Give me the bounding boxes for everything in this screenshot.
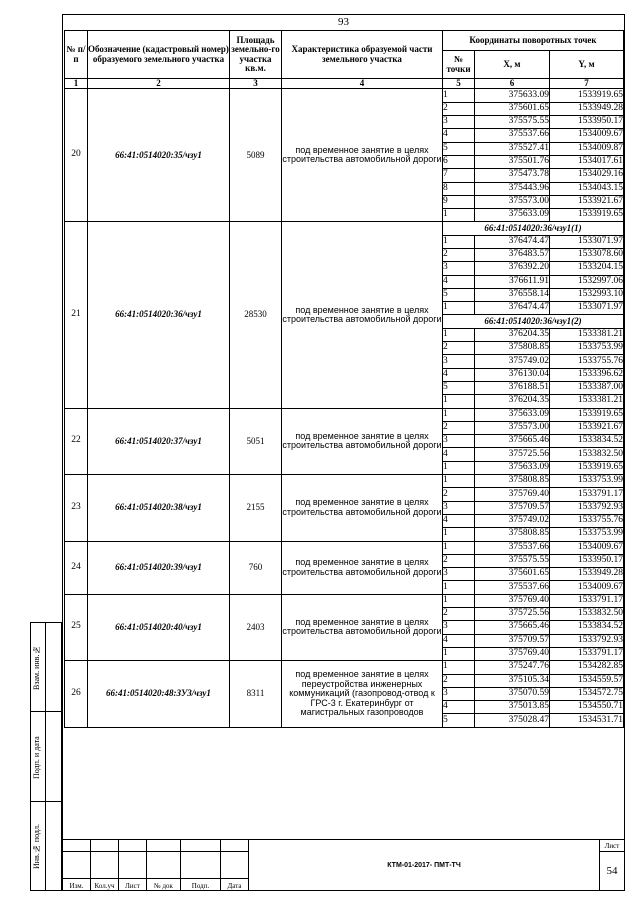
point-number: 2 — [443, 421, 475, 434]
point-number: 1 — [443, 461, 475, 474]
point-number: 4 — [443, 368, 475, 381]
coord-x: 376483.57 — [475, 249, 550, 262]
coord-y: 1533753.99 — [550, 342, 624, 355]
title-block-column: Лист — [119, 878, 147, 890]
coord-y: 1533753.99 — [550, 528, 624, 541]
point-number: 2 — [443, 102, 475, 115]
parcel-description: под временное занятие в целях переустройства инженерных коммуникаций (газопровод-отвод к ГРС-3 г. Екатеринбург от магистральных газопроводов — [282, 661, 443, 727]
coord-x: 375028.47 — [475, 714, 550, 727]
coord-x: 376130.04 — [475, 368, 550, 381]
coord-x: 375725.56 — [475, 448, 550, 461]
coord-x: 376392.20 — [475, 262, 550, 275]
parcel-area: 5089 — [230, 89, 282, 222]
table-row — [65, 594, 624, 607]
point-number: 4 — [443, 634, 475, 647]
header-point: № точки — [443, 51, 475, 79]
coord-x: 375665.46 — [475, 435, 550, 448]
table-row — [65, 222, 624, 235]
coord-y: 1533078.60 — [550, 249, 624, 262]
point-number: 4 — [443, 701, 475, 714]
coord-x: 375601.65 — [475, 102, 550, 115]
title-block-column: Дата — [221, 878, 249, 890]
title-block-column: Подп. — [181, 878, 221, 890]
title-block-column: Кол.уч — [91, 878, 119, 890]
point-number: 3 — [443, 621, 475, 634]
coord-y: 1534029.16 — [550, 169, 624, 182]
coord-y: 1534043.15 — [550, 182, 624, 195]
coord-y: 1533755.76 — [550, 514, 624, 527]
point-number: 4 — [443, 275, 475, 288]
coord-y: 1534550.71 — [550, 701, 624, 714]
coord-x: 375443.96 — [475, 182, 550, 195]
coord-x: 375573.00 — [475, 421, 550, 434]
coord-x: 375575.55 — [475, 116, 550, 129]
parcel-description: под временное занятие в целях строительства автомобильной дороги — [282, 89, 443, 222]
coord-x: 375709.57 — [475, 501, 550, 514]
parcel-description: под временное занятие в целях строительства автомобильной дороги — [282, 222, 443, 408]
coord-y: 1532997.06 — [550, 275, 624, 288]
coord-y: 1533791.17 — [550, 594, 624, 607]
sheet-number: 54 — [600, 852, 625, 891]
point-number: 2 — [443, 608, 475, 621]
side-stamp-label: Подп. и дата — [32, 736, 41, 779]
coord-y: 1532993.10 — [550, 288, 624, 301]
coord-x: 375808.85 — [475, 342, 550, 355]
title-block-column: Изм. — [63, 878, 91, 890]
coord-x: 375633.09 — [475, 408, 550, 421]
point-number: 4 — [443, 129, 475, 142]
coord-y: 1533396.62 — [550, 368, 624, 381]
parcel-number: 24 — [65, 541, 88, 594]
point-number: 1 — [443, 581, 475, 594]
point-number: 4 — [443, 514, 475, 527]
coord-x: 375633.09 — [475, 461, 550, 474]
coord-x: 375473.78 — [475, 169, 550, 182]
coord-x: 376558.14 — [475, 288, 550, 301]
parcel-cadastral-number: 66:41:0514020:36/чзу1 — [88, 222, 230, 408]
sub-parcel-label: 66:41:0514020:36/чзу1(2) — [443, 315, 624, 328]
point-number: 3 — [443, 501, 475, 514]
parcel-area: 8311 — [230, 661, 282, 727]
point-number: 1 — [443, 235, 475, 248]
coord-y: 1533919.65 — [550, 408, 624, 421]
coord-x: 375013.85 — [475, 701, 550, 714]
column-index-row — [65, 79, 624, 89]
coord-y: 1534017.61 — [550, 155, 624, 168]
coord-x: 375537.66 — [475, 541, 550, 554]
column-index: 2 — [88, 79, 230, 89]
coord-y: 1534531.71 — [550, 714, 624, 727]
coord-x: 375601.65 — [475, 568, 550, 581]
parcel-description: под временное занятие в целях строительства автомобильной дороги — [282, 541, 443, 594]
coord-y: 1533753.99 — [550, 475, 624, 488]
coord-y: 1534009.87 — [550, 142, 624, 155]
column-index: 3 — [230, 79, 282, 89]
parcel-number: 23 — [65, 475, 88, 541]
coord-x: 376204.35 — [475, 328, 550, 341]
coord-y: 1533071.97 — [550, 302, 624, 315]
sub-parcel-label: 66:41:0514020:36/чзу1(1) — [443, 222, 624, 235]
point-number: 8 — [443, 182, 475, 195]
coord-y: 1534009.67 — [550, 129, 624, 142]
point-number: 1 — [443, 395, 475, 408]
point-number: 1 — [443, 475, 475, 488]
coord-y: 1534009.67 — [550, 541, 624, 554]
coord-x: 376474.47 — [475, 235, 550, 248]
coord-x: 375665.46 — [475, 621, 550, 634]
coord-y: 1533755.76 — [550, 355, 624, 368]
parcel-cadastral-number: 66:41:0514020:35/чзу1 — [88, 89, 230, 222]
point-number: 5 — [443, 714, 475, 727]
coord-y: 1533950.17 — [550, 554, 624, 567]
coord-y: 1533921.67 — [550, 421, 624, 434]
point-number: 2 — [443, 342, 475, 355]
point-number: 2 — [443, 674, 475, 687]
coord-y: 1533387.00 — [550, 381, 624, 394]
parcel-cadastral-number: 66:41:0514020:37/чзу1 — [88, 408, 230, 474]
coord-y: 1533071.97 — [550, 235, 624, 248]
table-row — [65, 89, 624, 102]
coord-y: 1534282.85 — [550, 661, 624, 674]
coord-x: 375749.02 — [475, 514, 550, 527]
parcel-number: 22 — [65, 408, 88, 474]
coord-x: 375633.09 — [475, 89, 550, 102]
coord-y: 1533919.65 — [550, 461, 624, 474]
coord-y: 1533792.93 — [550, 501, 624, 514]
sheet-label: Лист — [600, 840, 625, 852]
coord-x: 375633.09 — [475, 209, 550, 222]
header-description: Характеристика образуемой части земельного участка — [282, 31, 443, 79]
page-number: 93 — [338, 16, 349, 28]
point-number: 9 — [443, 195, 475, 208]
point-number: 1 — [443, 528, 475, 541]
column-index: 7 — [550, 79, 624, 89]
column-index: 1 — [65, 79, 88, 89]
table-row — [65, 541, 624, 554]
header-num: № п/п — [65, 31, 88, 79]
coord-x: 375501.76 — [475, 155, 550, 168]
side-stamp-label: Инв.№ подл. — [32, 824, 41, 870]
coord-y: 1533919.65 — [550, 209, 624, 222]
parcel-number: 20 — [65, 89, 88, 222]
parcel-cadastral-number: 66:41:0514020:39/чзу1 — [88, 541, 230, 594]
document-code: КТМ-01-2017- ПМТ-ТЧ — [249, 840, 600, 891]
point-number: 1 — [443, 302, 475, 315]
point-number: 2 — [443, 554, 475, 567]
point-number: 3 — [443, 262, 475, 275]
coord-y: 1534572.75 — [550, 687, 624, 700]
parcel-description: под временное занятие в целях строительства автомобильной дороги — [282, 594, 443, 660]
coord-y: 1533919.65 — [550, 89, 624, 102]
point-number: 1 — [443, 661, 475, 674]
coord-y: 1533381.21 — [550, 328, 624, 341]
parcel-cadastral-number: 66:41:0514020:48:ЗУ3/чзу1 — [88, 661, 230, 727]
coord-x: 375769.40 — [475, 594, 550, 607]
point-number: 1 — [443, 541, 475, 554]
point-number: 3 — [443, 687, 475, 700]
parcel-area: 2403 — [230, 594, 282, 660]
column-index: 6 — [475, 79, 550, 89]
point-number: 3 — [443, 435, 475, 448]
point-number: 1 — [443, 408, 475, 421]
parcel-description: под временное занятие в целях строительства автомобильной дороги — [282, 475, 443, 541]
coord-y: 1533791.17 — [550, 488, 624, 501]
coord-x: 375575.55 — [475, 554, 550, 567]
coord-y: 1533834.52 — [550, 435, 624, 448]
coord-y: 1533950.17 — [550, 116, 624, 129]
point-number: 3 — [443, 355, 475, 368]
point-number: 1 — [443, 89, 475, 102]
coord-y: 1533204.15 — [550, 262, 624, 275]
title-block-column: № док — [147, 878, 181, 890]
coord-x: 375105.34 — [475, 674, 550, 687]
coord-x: 375808.85 — [475, 528, 550, 541]
parcel-cadastral-number: 66:41:0514020:40/чзу1 — [88, 594, 230, 660]
table-row — [65, 475, 624, 488]
parcel-area: 2155 — [230, 475, 282, 541]
column-index: 4 — [282, 79, 443, 89]
table-row — [65, 661, 624, 674]
parcel-area: 28530 — [230, 222, 282, 408]
parcel-number: 25 — [65, 594, 88, 660]
header-y: Y, м — [550, 51, 624, 79]
coord-x: 375527.41 — [475, 142, 550, 155]
point-number: 1 — [443, 328, 475, 341]
coord-y: 1533791.17 — [550, 647, 624, 660]
coord-x: 375247.76 — [475, 661, 550, 674]
coord-x: 376611.91 — [475, 275, 550, 288]
header-cadastral: Обозначение (кадастровый номер) образуемого земельного участка — [88, 31, 230, 79]
point-number: 5 — [443, 381, 475, 394]
header-x: X, м — [475, 51, 550, 79]
point-number: 1 — [443, 209, 475, 222]
coord-x: 375537.66 — [475, 129, 550, 142]
table-row — [65, 408, 624, 421]
coord-x: 376188.51 — [475, 381, 550, 394]
parcel-cadastral-number: 66:41:0514020:38/чзу1 — [88, 475, 230, 541]
point-number: 2 — [443, 488, 475, 501]
coord-x: 375070.59 — [475, 687, 550, 700]
coord-y: 1534559.57 — [550, 674, 624, 687]
point-number: 4 — [443, 448, 475, 461]
coord-y: 1533834.52 — [550, 621, 624, 634]
coord-x: 375769.40 — [475, 647, 550, 660]
coord-y: 1533949.28 — [550, 102, 624, 115]
coord-y: 1534009.67 — [550, 581, 624, 594]
parcel-description: под временное занятие в целях строительства автомобильной дороги — [282, 408, 443, 474]
parcels-table — [64, 30, 624, 728]
parcel-area: 760 — [230, 541, 282, 594]
coord-y: 1533832.50 — [550, 448, 624, 461]
coord-y: 1533381.21 — [550, 395, 624, 408]
side-stamp — [30, 622, 62, 891]
point-number: 7 — [443, 169, 475, 182]
coord-x: 376474.47 — [475, 302, 550, 315]
coord-x: 375537.66 — [475, 581, 550, 594]
point-number: 3 — [443, 568, 475, 581]
coord-x: 375749.02 — [475, 355, 550, 368]
point-number: 5 — [443, 288, 475, 301]
parcel-area: 5051 — [230, 408, 282, 474]
coord-x: 375573.00 — [475, 195, 550, 208]
coord-x: 375808.85 — [475, 475, 550, 488]
coord-y: 1533792.93 — [550, 634, 624, 647]
coord-y: 1533832.50 — [550, 608, 624, 621]
parcel-number: 21 — [65, 222, 88, 408]
coord-x: 376204.35 — [475, 395, 550, 408]
title-block — [62, 839, 625, 891]
point-number: 3 — [443, 116, 475, 129]
coord-x: 375769.40 — [475, 488, 550, 501]
side-stamp-label: Взам. инв.№ — [32, 645, 41, 691]
parcel-number: 26 — [65, 661, 88, 727]
coord-x: 375709.57 — [475, 634, 550, 647]
column-index: 5 — [443, 79, 475, 89]
coord-y: 1533921.67 — [550, 195, 624, 208]
point-number: 2 — [443, 249, 475, 262]
coord-x: 375725.56 — [475, 608, 550, 621]
header-area: Площадь земельно-го участка кв.м. — [230, 31, 282, 79]
point-number: 6 — [443, 155, 475, 168]
point-number: 5 — [443, 142, 475, 155]
point-number: 1 — [443, 594, 475, 607]
header-coords-group: Координаты поворотных точек — [443, 31, 624, 51]
coord-y: 1533949.28 — [550, 568, 624, 581]
point-number: 1 — [443, 647, 475, 660]
